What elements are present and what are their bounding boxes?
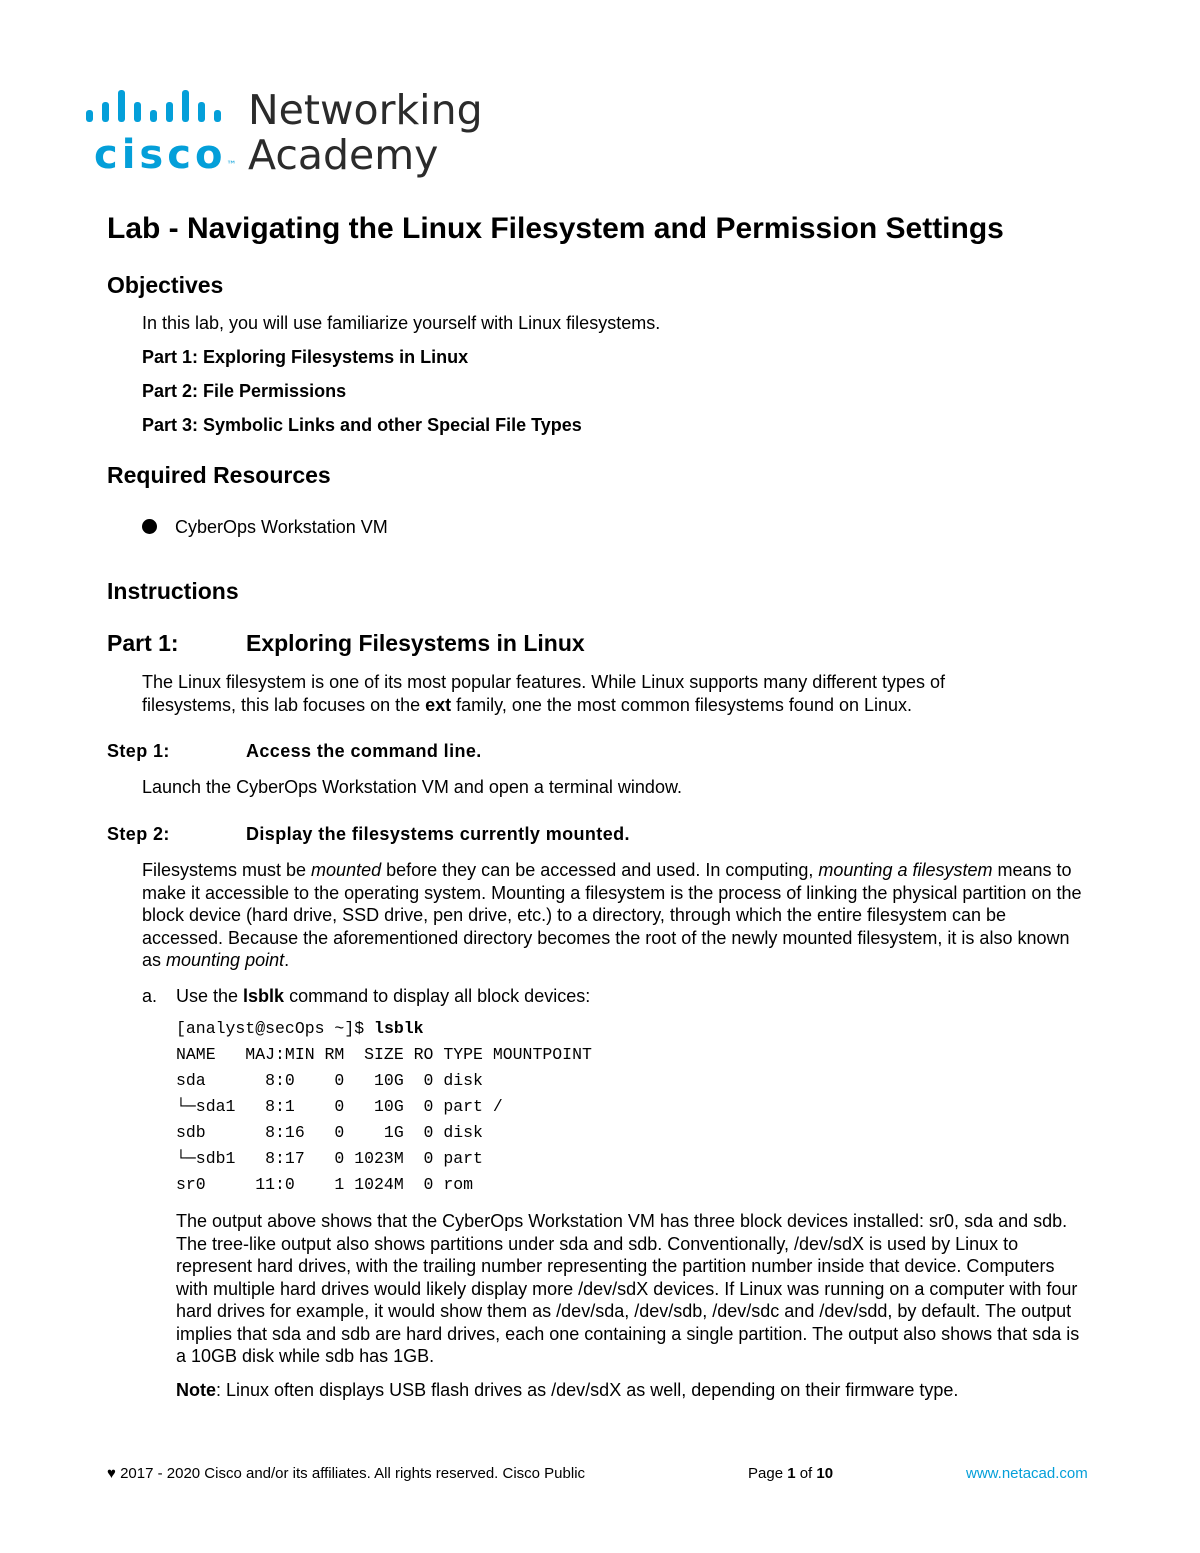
step2-title: Display the filesystems currently mounted. [246,824,630,844]
objective-part-3: Part 3: Symbolic Links and other Special File Types [142,415,582,435]
step1-heading [107,740,1007,762]
step2-label: Step 2: [107,824,170,844]
cisco-logo [86,86,483,179]
step2-paragraph: Filesystems must be mounted before they can be accessed and used. In computing, mounting a filesystem means to make it accessible to the operating system. Mounting a filesystem is the process of linking the physical partition on the block device (hard drive, SSD drive, pen drive, etc.) to a directory, through which the entire filesystem can be accessed. Because the aforementioned directory becomes the root of the newly mounted filesystem, it is also known as mounting point. [142,860,1082,970]
lsblk-explanation: The output above shows that the CyberOps Workstation VM has three block devices installed: sr0, sda and sdb. The tree-like output also shows partitions under sda and sdb. Conventionally, /dev/sdX is used by Linux to represent hard drives, with the trailing number representing the partition number inside that device. Computers with multiple hard drives would likely display more /dev/sdX devices. If Linux was running on a computer with four hard drives for example, it would show them as /dev/sda, /dev/sdb, /dev/sdc and /dev/sdd, by default. The output implies that sda and sdb are hard drives, each one containing a single partition. The output also shows that sda is a 10GB disk while sdb has 1GB. [176,1211,1080,1366]
objectives-heading: Objectives [107,272,224,298]
objective-part-1: Part 1: Exploring Filesystems in Linux [142,347,469,367]
terminal-line: └─sdb1 8:17 0 1023M 0 part [176,1149,483,1168]
cisco-bars-icon [86,88,226,128]
terminal-line: NAME MAJ:MIN RM SIZE RO TYPE MOUNTPOINT [176,1045,592,1064]
part1-paragraph: The Linux filesystem is one of its most popular features. While Linux supports many different types of filesystems, this lab focuses on the ext family, one the most common filesystems found on Linux. [142,672,946,715]
part1-title: Exploring Filesystems in Linux [246,630,585,656]
terminal-line: └─sda1 8:1 0 10G 0 part / [176,1097,503,1116]
step1-title: Access the command line. [246,741,482,761]
logo-networking: Networking [248,86,483,134]
bullet-icon [142,519,157,534]
list-item: CyberOps Workstation VM [142,516,388,539]
part1-heading [107,629,1007,657]
terminal-line: sr0 11:0 1 1024M 0 rom [176,1175,474,1194]
objectives-intro: In this lab, you will use familiarize yourself with Linux filesystems. [142,313,661,333]
resources-heading: Required Resources [107,462,331,488]
step-a-text: Use the lsblk command to display all block devices: [176,986,591,1006]
footer-page-number: Page 1 of 10 [748,1465,834,1482]
cisco-wordmark: cisco™ [94,132,237,178]
terminal-line: sdb 8:16 0 1G 0 disk [176,1123,483,1142]
note-paragraph: Note: Linux often displays USB flash drives as /dev/sdX as well, depending on their firmware type. [176,1380,959,1400]
part1-label: Part 1: [107,630,179,656]
objective-part-2: Part 2: File Permissions [142,381,347,401]
resources-list [142,516,388,539]
step2-heading [107,823,1007,845]
terminal-line: sda 8:0 0 10G 0 disk [176,1071,483,1090]
footer-copyright: ♥ 2017 - 2020 Cisco and/or its affiliates. All rights reserved. Cisco Public [107,1465,586,1482]
step1-text: Launch the CyberOps Workstation VM and open a terminal window. [142,777,682,797]
terminal-output [176,1016,592,1198]
page-title: Lab - Navigating the Linux Filesystem and Permission Settings [107,212,1004,245]
terminal-prompt: [analyst@secOps ~]$ lsblk [176,1019,424,1038]
instructions-heading: Instructions [107,578,239,604]
logo-academy: Academy [248,131,439,179]
step1-label: Step 1: [107,741,170,761]
step-a-label: a. [142,986,158,1006]
footer-url-link[interactable]: www.netacad.com [966,1465,1088,1482]
